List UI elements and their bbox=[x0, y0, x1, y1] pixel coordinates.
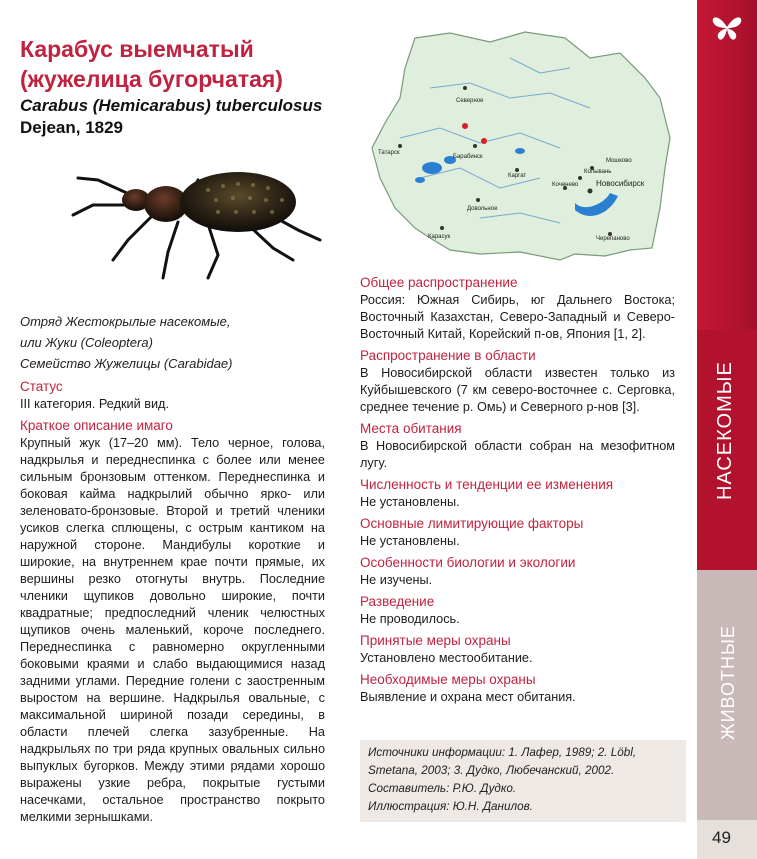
left-column bbox=[20, 378, 325, 830]
biology-heading: Особенности биологии и экологии bbox=[360, 555, 576, 570]
species-title-line2: (жужелица бугорчатая) bbox=[20, 66, 283, 92]
habitat-text: В Новосибирской области собран на мезофитном лугу. bbox=[360, 439, 675, 470]
illustrator: Иллюстрация: Ю.Н. Данилов. bbox=[368, 800, 533, 813]
general-distribution-text: Россия: Южная Сибирь, юг Дальнего Востока; Восточный Казахстан, Северо-Западный и Северо-Восточный Китай, Корейский п-ов, Япония [1, 2]. bbox=[360, 293, 675, 341]
status-text: III категория. Редкий вид. bbox=[20, 397, 169, 411]
protection-taken-text: Установлено местообитание. bbox=[360, 651, 533, 665]
status-heading: Статус bbox=[20, 379, 63, 394]
breeding-text: Не проводилось. bbox=[360, 612, 460, 626]
latin-name: Carabus (Hemicarabus) tuberculosus bbox=[20, 96, 323, 115]
limiting-factors-text: Не установлены. bbox=[360, 534, 460, 548]
description-text: Крупный жук (17–20 мм). Тело черное, голова, надкрылья и переднеспинка с более или менее сильным бронзовым оттенком. Переднеспинка и боковая кайма надкрылий обычно ярко- или зеленовато-бронзовые. Второй и третий членики усиков слегка сплющены, с острым кантиком на наружной стороне. Мандибулы короткие и широкие, на внутреннем крае почти прямые, их вершины резко отогнуты внутрь. Последние членики щупиков довольно широкие, почти квадратные; предпоследний членик челюстных щупиков очень маленький, короче последнего. Переднеспинка с равномерно округленными боковыми краями и слабо выдающимися назад задними углами. Передние голени с заостренным выростом на вершине. Надкрылья овальные, с максимальной шириной позади середины, в области плечей слегка зазубренные. На надкрыльях по три ряда крупных овальных сильно выпуклых бугорков. Между этими рядами хорошо выражены узкие ребра, покрытые густыми насечками, остальное пространство покрыто мелкими зернышками. bbox=[20, 436, 325, 824]
map-label-novosibirsk: Новосибирск bbox=[596, 179, 645, 188]
abundance-heading: Численность и тенденции ее изменения bbox=[360, 477, 614, 492]
map-label-severnoe: Северное bbox=[456, 98, 484, 104]
butterfly-icon bbox=[709, 12, 745, 42]
section-label-animals: ЖИВОТНЫЕ bbox=[718, 625, 738, 740]
map-label-kolyvan: Колывань bbox=[584, 169, 612, 175]
regional-distribution-text: В Новосибирской области известен только из Куйбышевского (7 км северо-восточнее с. Серговка, среднее течение р. Омь) и Северного р-нов [3]. bbox=[360, 366, 675, 414]
taxonomy-order-latin: или Жуки (Coleoptera) bbox=[20, 335, 153, 350]
species-title bbox=[20, 34, 350, 94]
taxonomy-order: Отряд Жестокрылые насекомые, bbox=[20, 314, 231, 329]
regional-distribution-heading: Распространение в области bbox=[360, 348, 536, 363]
abundance-text: Не установлены. bbox=[360, 495, 460, 509]
sources-line1: Источники информации: 1. Лафер, 1989; 2. Löbl, bbox=[368, 746, 637, 759]
map-label-kargat: Каргат bbox=[508, 173, 527, 179]
taxonomy-block bbox=[20, 311, 340, 374]
general-distribution-heading: Общее распространение bbox=[360, 275, 518, 290]
taxonomy-family: Семейство Жужелицы (Carabidae) bbox=[20, 356, 233, 371]
sources-line2: Smetana, 2003; 3. Дудко, Любечанский, 2002. bbox=[368, 764, 615, 777]
distribution-map bbox=[360, 28, 680, 266]
beetle-illustration bbox=[58, 160, 328, 285]
protection-taken-heading: Принятые меры охраны bbox=[360, 633, 511, 648]
limiting-factors-heading: Основные лимитирующие факторы bbox=[360, 516, 584, 531]
map-label-dovolnoe: Довольное bbox=[467, 206, 498, 212]
habitat-heading: Места обитания bbox=[360, 421, 462, 436]
protection-needed-text: Выявление и охрана мест обитания. bbox=[360, 690, 576, 704]
page-number: 49 bbox=[712, 828, 731, 847]
section-label-insects: НАСЕКОМЫЕ bbox=[714, 361, 736, 500]
species-author: Dejean, 1829 bbox=[20, 118, 124, 137]
map-label-karasuk: Карасук bbox=[428, 234, 451, 240]
species-title-line1: Карабус выемчатый bbox=[20, 36, 254, 62]
compiler: Составитель: Р.Ю. Дудко. bbox=[368, 782, 517, 795]
map-label-barabinsk: Барабинск bbox=[453, 154, 483, 160]
map-label-kochenevo: Коченево bbox=[552, 182, 579, 188]
breeding-heading: Разведение bbox=[360, 594, 435, 609]
map-label-cherepanovo: Черепаново bbox=[596, 236, 630, 242]
map-label-moshkovo: Мошково bbox=[606, 158, 632, 164]
sources-box bbox=[360, 740, 686, 822]
description-heading: Краткое описание имаго bbox=[20, 418, 173, 433]
biology-text: Не изучены. bbox=[360, 573, 433, 587]
right-column bbox=[360, 272, 675, 710]
protection-needed-heading: Необходимые меры охраны bbox=[360, 672, 536, 687]
map-label-tatarsk: Татарск bbox=[378, 150, 400, 156]
